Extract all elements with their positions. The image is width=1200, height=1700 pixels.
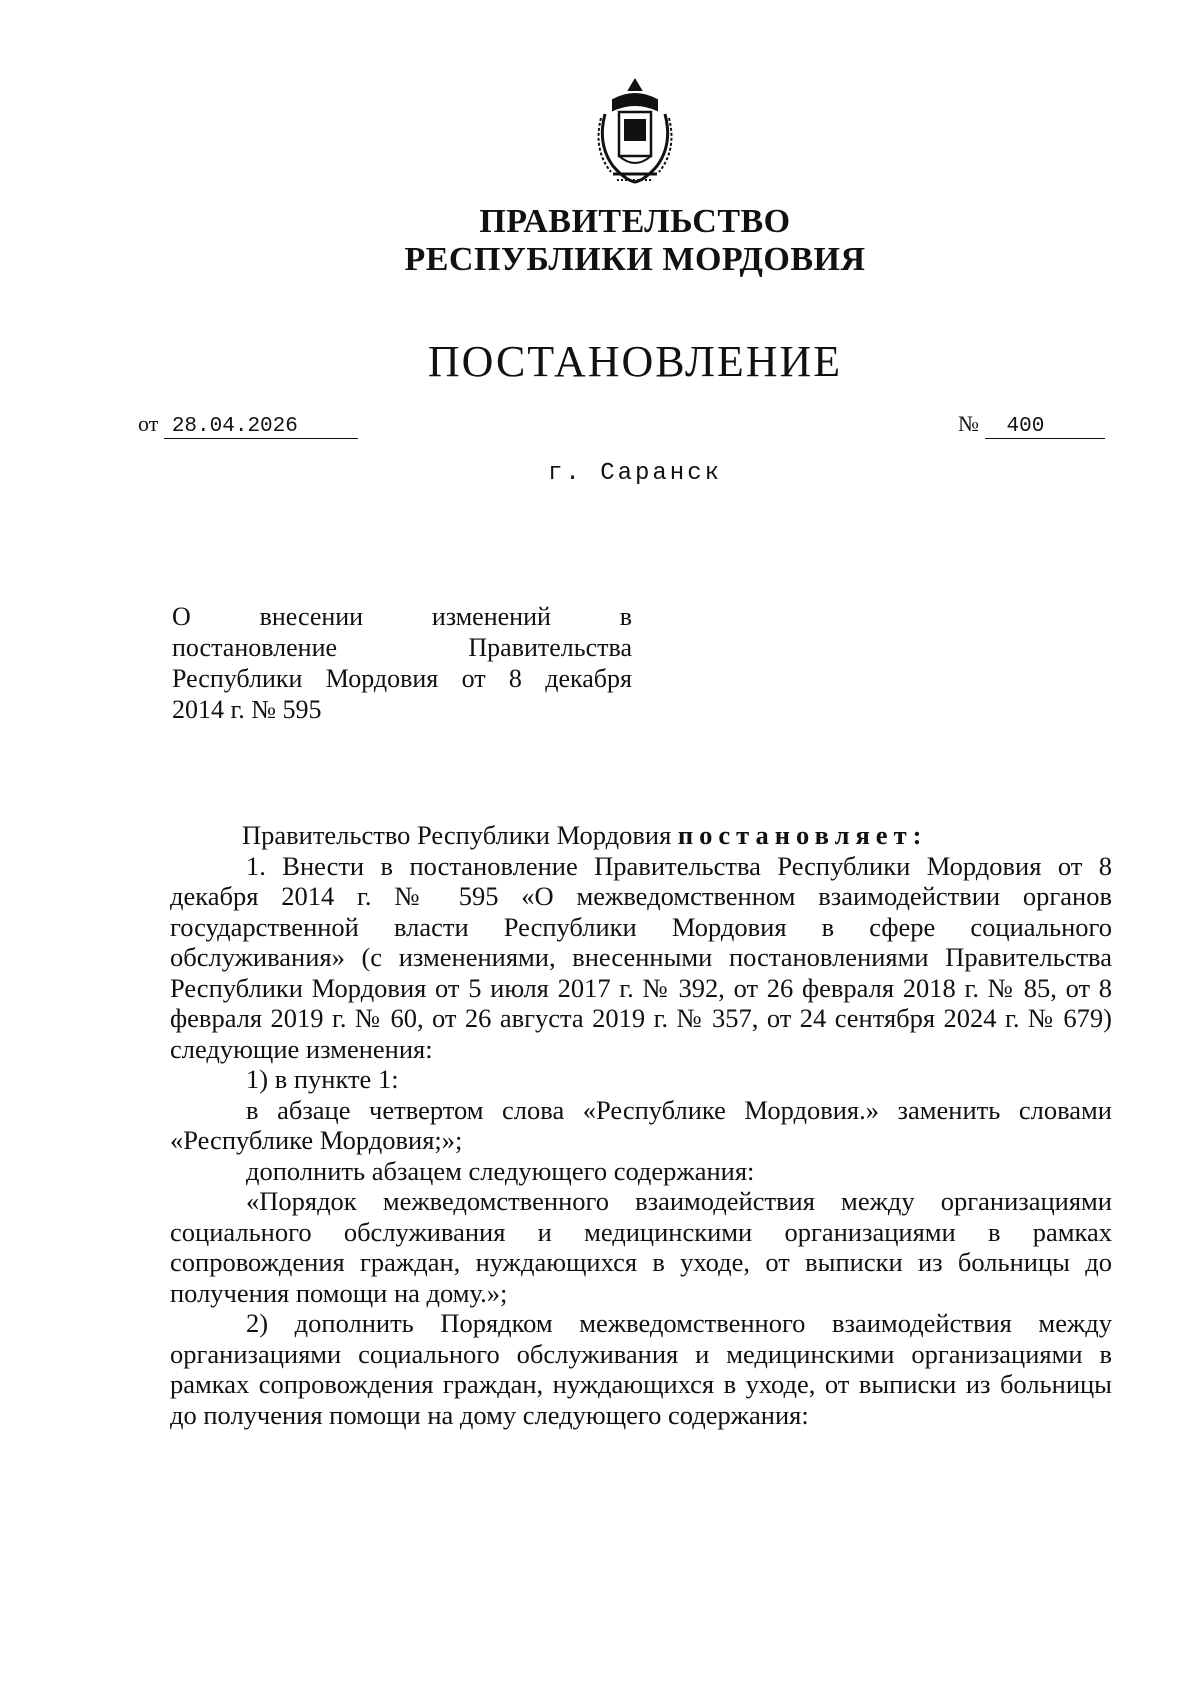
- subject-word: постановление: [172, 633, 338, 662]
- subject-word: в: [619, 602, 632, 631]
- subject-line-1: [172, 601, 632, 632]
- subject-word: изменений: [431, 602, 551, 631]
- body-paragraph-6: 2) дополнить Порядком межведомственного взаимодействия между организациями социального обслуживания и медицинскими организациями в рамках сопровождения граждан, нуждающихся в уходе, от выписки из больницы до получения помощи на дому следующего содержания:: [170, 1308, 1112, 1430]
- subject-line-2: [172, 632, 632, 663]
- body-paragraph-2: 1) в пункте 1:: [246, 1064, 399, 1094]
- date-value: 28.04.2026: [164, 415, 358, 439]
- subject-block: [172, 601, 632, 725]
- body-paragraph-5: «Порядок межведомственного взаимодействия между организациями социального обслуживания и медицинскими организациями в рамках сопровождения граждан, нуждающихся в уходе, от выписки из больницы до получения помощи на дому.»;: [170, 1186, 1112, 1308]
- intro-resolves: постановляет:: [677, 820, 928, 850]
- org-name-line2: РЕСПУБЛИКИ МОРДОВИЯ: [404, 241, 866, 278]
- document-type-title: ПОСТАНОВЛЕНИЕ: [427, 337, 843, 386]
- date-prefix: от: [138, 411, 159, 436]
- subject-line-4: 2014 г. № 595: [172, 695, 322, 724]
- body-paragraph-3: в абзаце четвертом слова «Республике Мордовия.» заменить словами «Республике Мордовия;»;: [170, 1094, 1112, 1155]
- subject-word: О: [172, 602, 191, 631]
- subject-word: Правительства: [468, 633, 632, 662]
- subject-line-3: Республики Мордовия от 8 декабря: [172, 664, 632, 693]
- body-intro: [170, 820, 1112, 851]
- number-prefix: №: [958, 411, 979, 436]
- coat-of-arms-emblem: [583, 74, 687, 188]
- body-paragraph-1: 1. Внести в постановление Правительства Республики Мордовия от 8 декабря 2014 г. № 595 «О межведомственном взаимодействии органов государственной власти Республики Мордовия в сфере социального обслуживания» (с изменениями, внесенными постановлениями Правительства Республики Мордовия от 5 июля 2017 г. № 392, от 26 февраля 2018 г. № 85, от 8 февраля 2019 г. № 60, от 26 августа 2019 г. № 357, от 24 сентября 2024 г. № 679) следующие изменения:: [170, 850, 1112, 1064]
- subject-word: внесении: [259, 602, 364, 631]
- date-field: [138, 411, 358, 439]
- document-body: [170, 820, 1112, 1430]
- number-field: [958, 411, 1105, 439]
- intro-text: Правительство Республики Мордовия: [242, 820, 678, 850]
- number-value: 400: [985, 415, 1105, 439]
- body-paragraph-4: дополнить абзацем следующего содержания:: [246, 1155, 755, 1186]
- org-name-line1: ПРАВИТЕЛЬСТВО: [479, 203, 791, 240]
- city-line: г. Саранск: [547, 460, 723, 487]
